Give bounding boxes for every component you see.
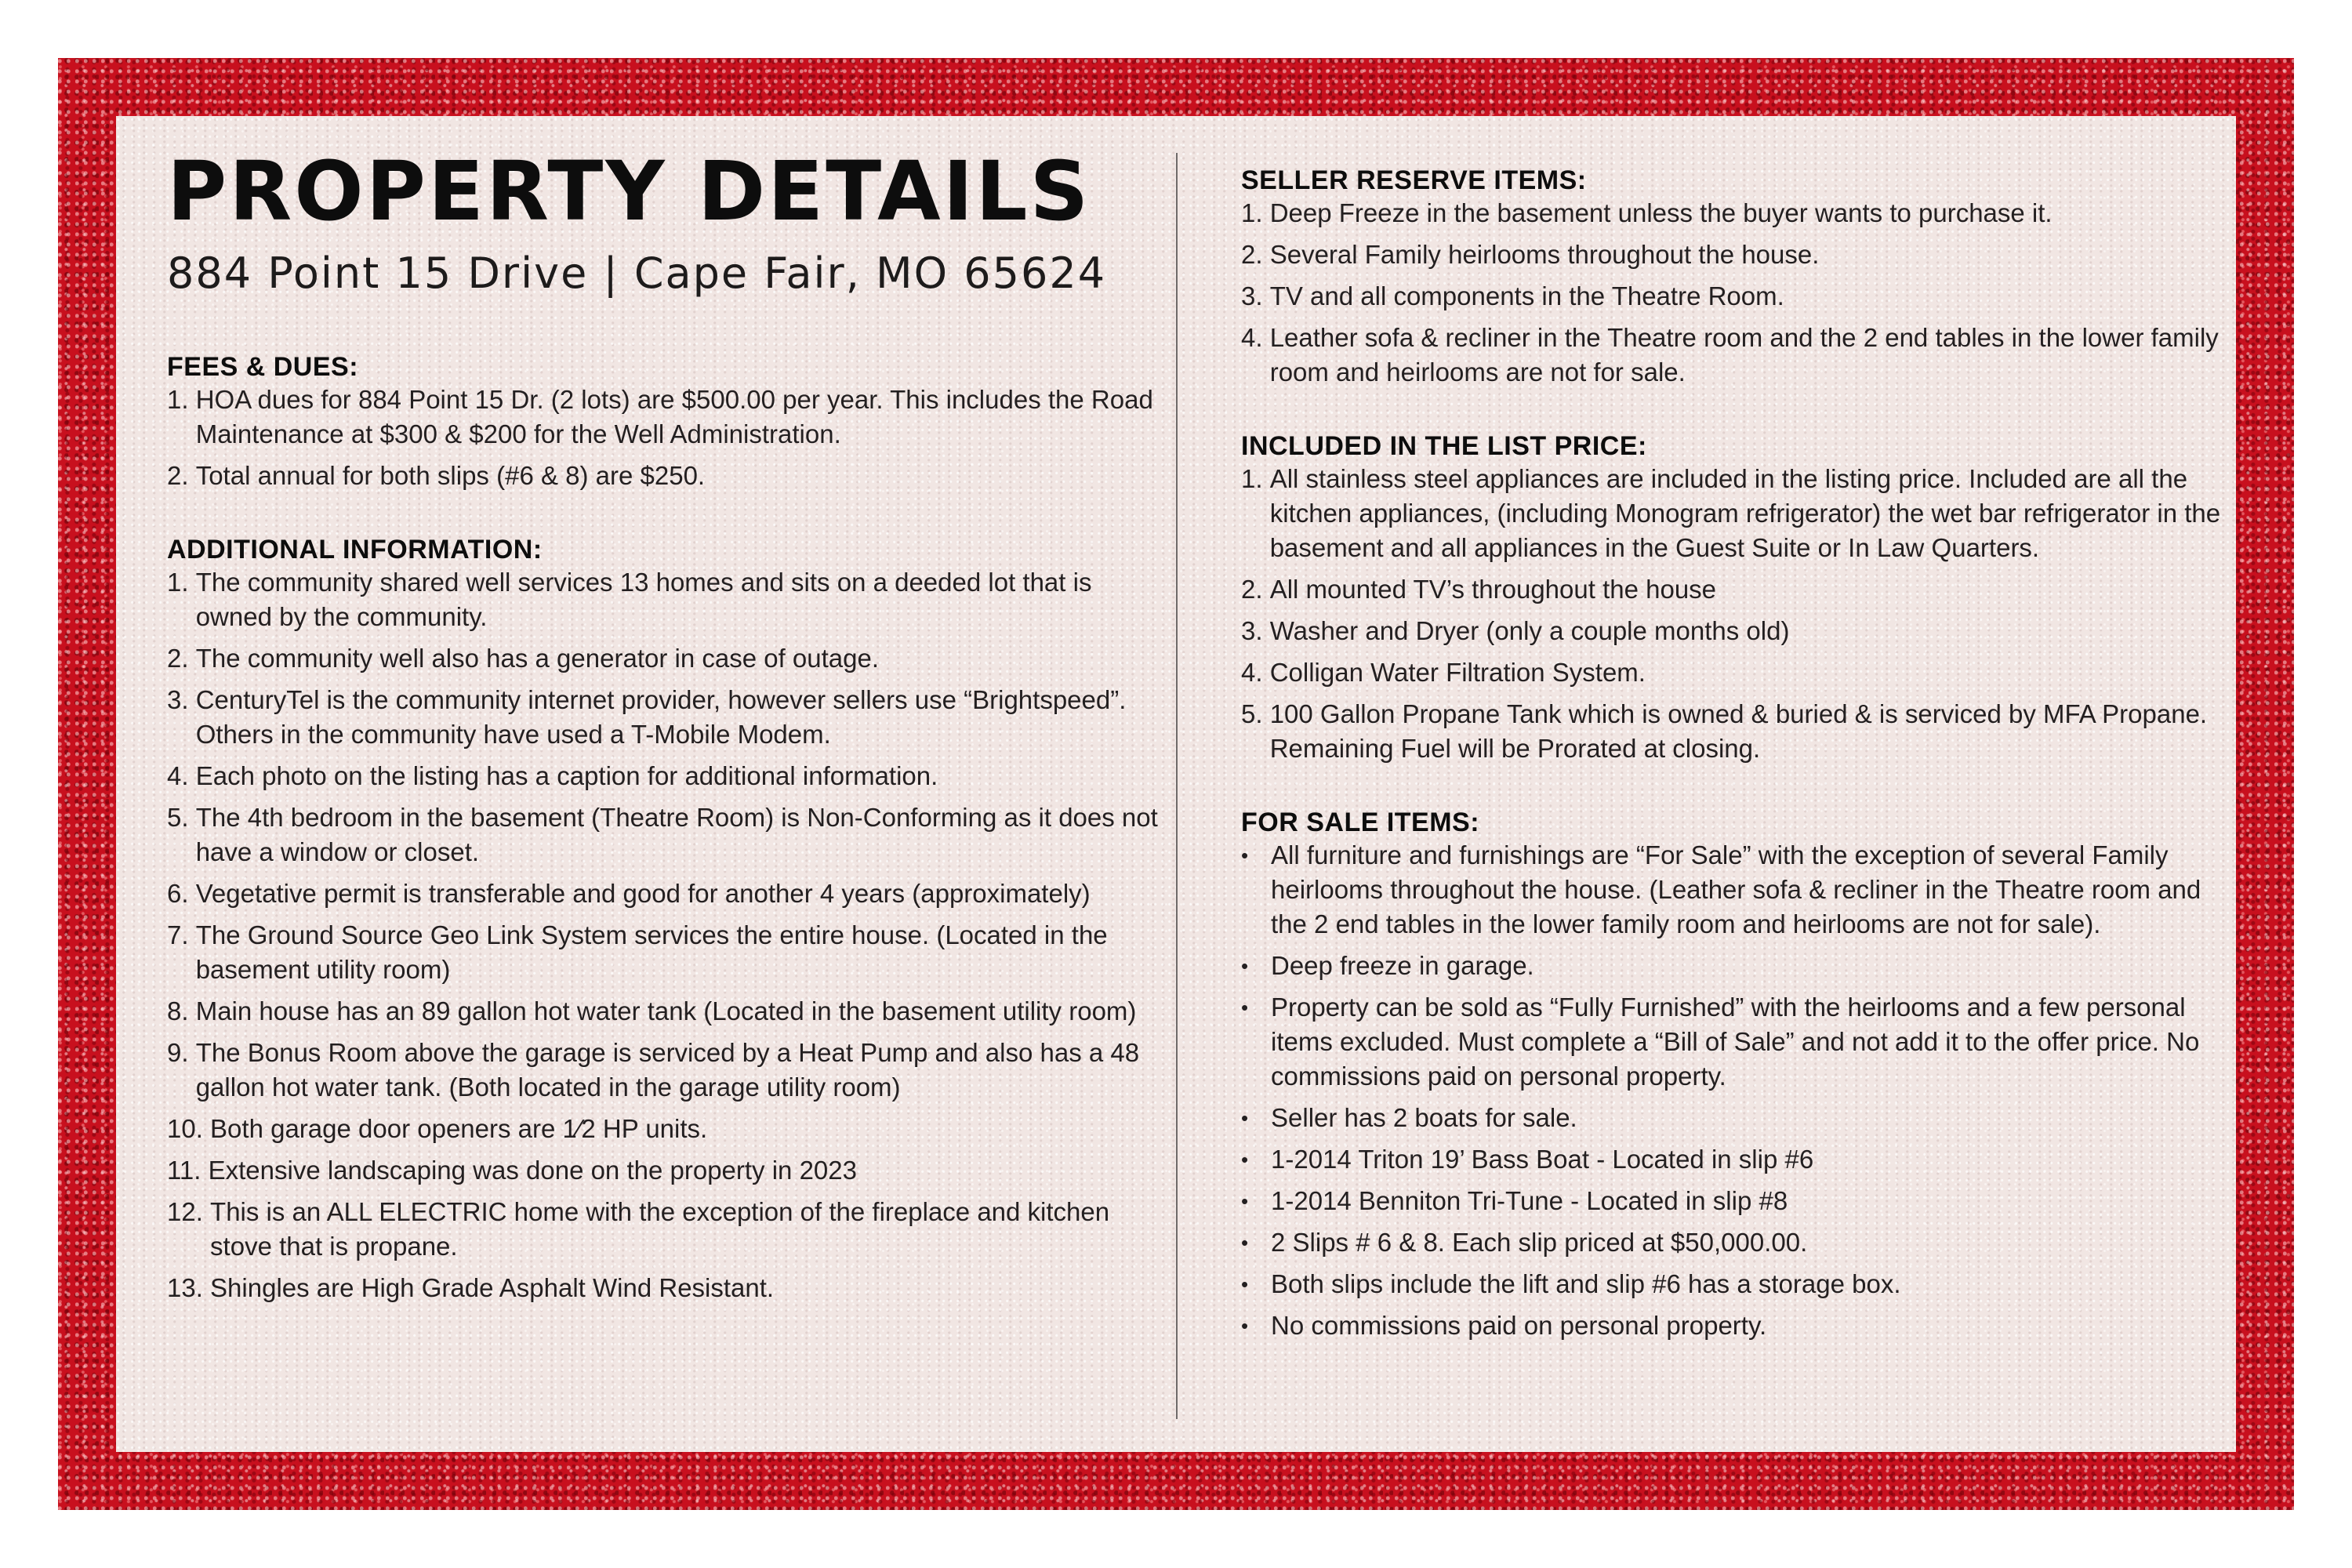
item-number: 1. — [167, 384, 189, 414]
item-text: Several Family heirlooms throughout the house. — [1269, 240, 1820, 269]
item-text: Extensive landscaping was done on the property in 2023 — [208, 1155, 857, 1185]
list-item — [167, 877, 1163, 911]
item-number: 3. — [1241, 281, 1263, 310]
included-heading: INCLUDED IN THE LIST PRICE: — [1241, 431, 1647, 461]
list-item — [167, 459, 1163, 493]
item-text: No commissions paid on personal property. — [1271, 1311, 1767, 1340]
item-number: 3. — [167, 684, 189, 714]
list-item — [167, 1036, 1163, 1105]
bullet-icon: • — [1241, 844, 1249, 867]
list-item — [167, 1195, 1163, 1264]
item-text: Total annual for both slips (#6 & 8) are $250. — [195, 460, 706, 490]
item-text: Deep Freeze in the basement unless the buyer wants to purchase it. — [1269, 198, 2053, 227]
seller-reserve-heading: SELLER RESERVE ITEMS: — [1241, 165, 1587, 195]
item-text: Main house has an 89 gallon hot water tank (Located in the basement utility room) — [195, 996, 1137, 1025]
item-number: 1. — [167, 567, 189, 597]
item-number: 11. — [167, 1155, 201, 1185]
list-item — [167, 565, 1163, 634]
item-text: The community shared well services 13 homes and sits on a deeded lot that is owned by the community. — [195, 567, 1092, 631]
list-item — [1241, 462, 2221, 565]
list-item — [1241, 1101, 2221, 1135]
item-number: 2. — [167, 460, 189, 490]
item-number: 8. — [167, 996, 189, 1025]
item-text: 1-2014 Triton 19’ Bass Boat - Located in slip #6 — [1271, 1145, 1814, 1174]
item-text: 1-2014 Benniton Tri-Tune - Located in slip #8 — [1271, 1186, 1788, 1215]
list-item — [1241, 238, 2221, 272]
left-column — [167, 143, 1163, 1312]
item-number: 4. — [1241, 323, 1263, 352]
item-number: 1. — [1241, 198, 1263, 227]
item-text: All stainless steel appliances are included in the listing price. Included are all the kitchen appliances, (including Monogram refrigerator) the wet bar refrigerator in the basement and all appliances in the Guest Suite or In Law Quarters. — [1269, 464, 2221, 562]
item-number: 9. — [167, 1037, 189, 1067]
list-item — [1241, 572, 2221, 607]
list-item — [167, 1153, 1163, 1188]
list-item — [1241, 1308, 2221, 1343]
list-item — [1241, 1142, 2221, 1177]
item-text: All mounted TV’s throughout the house — [1269, 575, 1717, 604]
list-item — [1241, 949, 2221, 983]
item-text: The Bonus Room above the garage is serviced by a Heat Pump and also has a 48 gallon hot water tank. (Both located in the garage utility room) — [195, 1037, 1140, 1102]
page-title: PROPERTY DETAILS — [167, 143, 1091, 239]
item-number: 2. — [1241, 575, 1263, 604]
additional-info-heading: ADDITIONAL INFORMATION: — [167, 534, 543, 564]
for-sale-list — [1241, 838, 2221, 1343]
bullet-icon: • — [1241, 996, 1249, 1019]
item-text: Washer and Dryer (only a couple months old) — [1269, 616, 1790, 645]
seller-reserve-list — [1241, 196, 2221, 390]
item-text: Both slips include the lift and slip #6 has a storage box. — [1271, 1269, 1901, 1298]
item-number: 12. — [167, 1196, 203, 1226]
item-text: TV and all components in the Theatre Room. — [1269, 281, 1784, 310]
item-number: 2. — [1241, 240, 1263, 269]
additional-info-section — [167, 534, 1163, 1305]
list-item — [167, 994, 1163, 1029]
list-item — [167, 918, 1163, 987]
list-item — [1241, 1267, 2221, 1301]
bullet-icon: • — [1241, 1231, 1249, 1254]
item-text: Colligan Water Filtration System. — [1269, 658, 1646, 687]
list-item — [1241, 279, 2221, 314]
list-item — [1241, 196, 2221, 230]
item-number: 3. — [1241, 616, 1263, 645]
bullet-icon: • — [1241, 1314, 1249, 1338]
item-text: This is an ALL ELECTRIC home with the exception of the fireplace and kitchen stove that is propane. — [210, 1196, 1110, 1261]
item-number: 4. — [1241, 658, 1263, 687]
item-number: 5. — [1241, 699, 1263, 728]
bullet-icon: • — [1241, 954, 1249, 978]
item-text: Each photo on the listing has a caption for additional information. — [195, 760, 938, 790]
list-item — [1241, 838, 2221, 942]
bullet-icon: • — [1241, 1272, 1249, 1296]
list-item — [1241, 1225, 2221, 1260]
included-list — [1241, 462, 2221, 766]
list-item — [167, 383, 1163, 452]
included-section — [1241, 430, 2221, 766]
property-address: 884 Point 15 Drive | Cape Fair, MO 65624 — [167, 249, 1107, 299]
item-text: Leather sofa & recliner in the Theatre room and the 2 end tables in the lower family room and heirlooms are not for sale. — [1269, 323, 2219, 387]
list-item — [1241, 1184, 2221, 1218]
list-item — [1241, 990, 2221, 1094]
list-item — [1241, 321, 2221, 390]
list-item — [167, 641, 1163, 676]
item-text: Vegetative permit is transferable and good for another 4 years (approximately) — [195, 878, 1091, 908]
fees-heading: FEES & DUES: — [167, 351, 359, 382]
list-item — [167, 800, 1163, 869]
item-text: Property can be sold as “Fully Furnished” with the heirlooms and a few personal items excluded. Must complete a “Bill of Sale” and not add it to the offer price. No commissions paid on personal property. — [1271, 993, 2200, 1091]
item-text: The 4th bedroom in the basement (Theatre Room) is Non-Conforming as it does not have a window or closet. — [195, 802, 1158, 866]
item-number: 6. — [167, 878, 189, 908]
item-text: All furniture and furnishings are “For Sale” with the exception of several Family heirlooms throughout the house. (Leather sofa & recliner in the Theatre room and the 2 end tables in the lower family room and heirlooms are not for sale). — [1271, 840, 2201, 938]
list-item — [167, 759, 1163, 793]
item-number: 10. — [167, 1113, 203, 1143]
seller-reserve-section — [1241, 165, 2221, 390]
column-divider — [1176, 153, 1178, 1419]
item-number: 2. — [167, 643, 189, 673]
item-number: 13. — [167, 1272, 203, 1302]
bullet-icon: • — [1241, 1106, 1249, 1130]
right-column — [1241, 165, 2221, 1350]
list-item — [1241, 697, 2221, 766]
item-text: Seller has 2 boats for sale. — [1271, 1103, 1577, 1132]
item-text: The Ground Source Geo Link System services the entire house. (Located in the basement utility room) — [195, 920, 1108, 984]
list-item — [167, 1112, 1163, 1146]
item-text: HOA dues for 884 Point 15 Dr. (2 lots) are $500.00 per year. This includes the Road Maintenance at $300 & $200 for the Well Administration. — [195, 384, 1153, 448]
item-text: CenturyTel is the community internet provider, however sellers use “Brightspeed”. Others in the community have used a T-Mobile Modem. — [195, 684, 1127, 749]
bullet-icon: • — [1241, 1148, 1249, 1171]
fees-section — [167, 351, 1163, 493]
item-number: 4. — [167, 760, 189, 790]
item-text: Shingles are High Grade Asphalt Wind Resistant. — [210, 1272, 775, 1302]
item-number: 1. — [1241, 464, 1263, 493]
item-text: Deep freeze in garage. — [1271, 951, 1534, 980]
fees-list — [167, 383, 1163, 493]
additional-info-list — [167, 565, 1163, 1305]
item-text: 2 Slips # 6 & 8. Each slip priced at $50,000.00. — [1271, 1228, 1808, 1257]
item-number: 7. — [167, 920, 189, 949]
for-sale-section — [1241, 807, 2221, 1343]
list-item — [1241, 614, 2221, 648]
list-item — [167, 683, 1163, 752]
item-text: 100 Gallon Propane Tank which is owned & buried & is serviced by MFA Propane. Remaining Fuel will be Prorated at closing. — [1269, 699, 2208, 763]
bullet-icon: • — [1241, 1189, 1249, 1213]
list-item — [1241, 655, 2221, 690]
item-number: 5. — [167, 802, 189, 832]
item-text: The community well also has a generator in case of outage. — [195, 643, 880, 673]
list-item — [167, 1271, 1163, 1305]
for-sale-heading: FOR SALE ITEMS: — [1241, 808, 1480, 837]
item-text: Both garage door openers are 1⁄2 HP units. — [210, 1113, 708, 1143]
